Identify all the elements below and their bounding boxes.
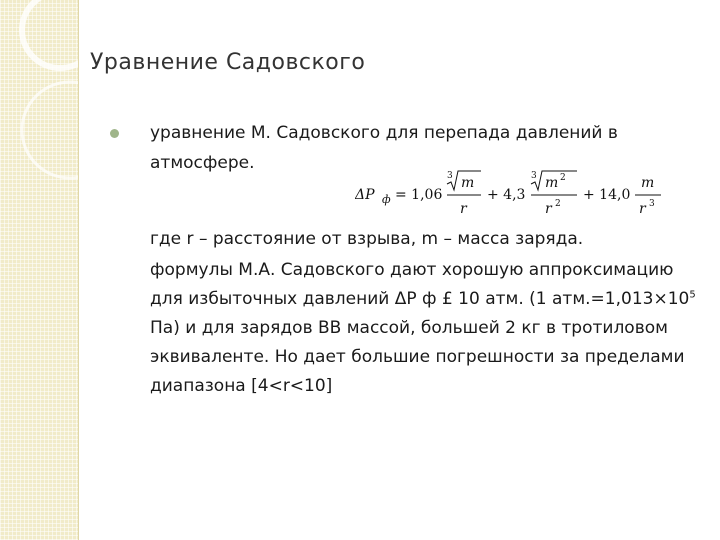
denominator-2: r (545, 201, 552, 217)
formula-coef-3: + 14,0 (583, 187, 631, 203)
root-index-1: 3 (447, 171, 453, 181)
accuracy-text-start: формулы М.А. Садовского дают хорошую аппроксимацию для избыточных давлений ΔР ф £ 10 атм. (1 атм.=1,013×10 (150, 260, 690, 309)
paragraph-intro: уравнение М. Садовского для перепада давлений в атмосфере. (150, 123, 618, 173)
denominator-3-exponent: 3 (649, 199, 655, 209)
formula-coef-2: + 4,3 (487, 187, 526, 203)
slide-content (128, 118, 698, 401)
page-title: Уравнение Садовского (90, 50, 366, 75)
paragraph-accuracy (128, 256, 698, 401)
numerator-2: m (545, 175, 559, 191)
root-index-2: 3 (531, 171, 537, 181)
numerator-3: m (641, 175, 655, 191)
sadovsky-formula (355, 166, 665, 222)
numerator-1: m (461, 175, 475, 191)
accuracy-text-end: Па) и для зарядов ВВ массой, большей 2 кг в тротиловом эквиваленте. Но дает большие погрешности за пределами диапазона [4<r<10] (150, 318, 685, 396)
paragraph-definitions: где r – расстояние от взрыва, m – масса заряда. (150, 229, 584, 249)
decorative-sidebar (0, 0, 79, 540)
formula-lhs-subscript: ф (382, 193, 391, 206)
formula-lhs: ΔP (355, 187, 375, 203)
denominator-3: r (639, 201, 646, 217)
decorative-circles (0, 0, 78, 540)
exponent: 5 (689, 289, 696, 301)
bullet-dot-icon (110, 129, 119, 138)
denominator-2-exponent: 2 (555, 199, 561, 209)
formula-coef-1: = 1,06 (395, 187, 443, 203)
numerator-2-exponent: 2 (560, 173, 566, 183)
denominator-1: r (460, 201, 467, 217)
